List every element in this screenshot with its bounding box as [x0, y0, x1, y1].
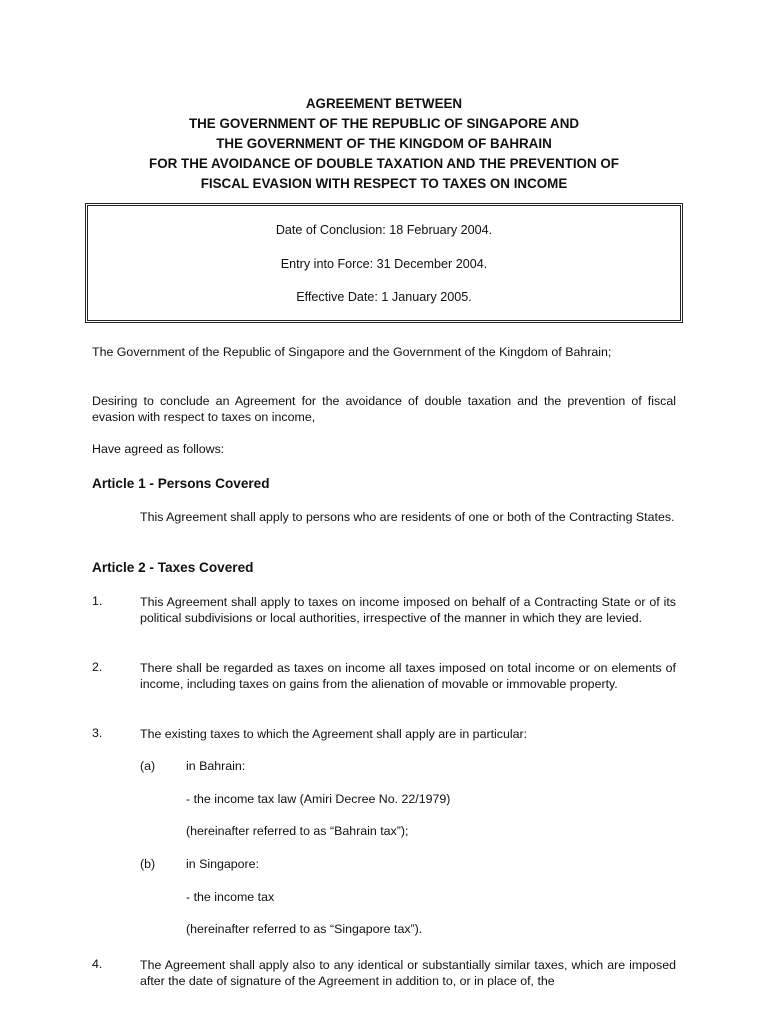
title-line-1: AGREEMENT BETWEEN — [305, 96, 463, 111]
article-2-heading: Article 2 - Taxes Covered — [92, 560, 254, 575]
title-line-2: THE GOVERNMENT OF THE REPUBLIC OF SINGAPORE AND — [188, 116, 580, 131]
effective-date: Effective Date: 1 January 2005. — [296, 290, 472, 304]
preamble-desiring: Desiring to conclude an Agreement for the avoidance of double taxation and the prevention of fiscal evasion with respect to taxes on income, — [92, 394, 676, 425]
item-text-4: The Agreement shall apply also to any identical or substantially similar taxes, which are imposed after the date of signature of the Agreement in addition to, or in place of, the — [140, 958, 676, 989]
sub-b-law: - the income tax — [186, 890, 275, 904]
item-number-3: 3. — [92, 726, 103, 740]
article-1-text: This Agreement shall apply to persons who are residents of one or both of the Contracting States. — [140, 510, 675, 524]
article-1-heading: Article 1 - Persons Covered — [92, 476, 270, 491]
preamble-parties: The Government of the Republic of Singapore and the Government of the Kingdom of Bahrain; — [92, 345, 612, 359]
date-of-conclusion: Date of Conclusion: 18 February 2004. — [275, 223, 493, 237]
item-text-3: The existing taxes to which the Agreement shall apply are in particular: — [140, 727, 528, 741]
sub-b-place: in Singapore: — [186, 857, 260, 871]
item-text-2: There shall be regarded as taxes on income all taxes imposed on total income or on elements of income, including taxes on gains from the alienation of movable or immovable property. — [140, 661, 676, 692]
title-line-4: FOR THE AVOIDANCE OF DOUBLE TAXATION AND THE PREVENTION OF — [149, 156, 619, 171]
item-text-1: This Agreement shall apply to taxes on income imposed on behalf of a Contracting State or of its political subdivisions or local authorities, irrespective of the manner in which they are levied. — [140, 595, 676, 626]
sub-b-ref: (hereinafter referred to as “Singapore tax”). — [186, 922, 423, 936]
sub-a-ref: (hereinafter referred to as “Bahrain tax”); — [186, 824, 409, 838]
title-line-5: FISCAL EVASION WITH RESPECT TO TAXES ON INCOME — [200, 176, 568, 191]
sub-a-place: in Bahrain: — [186, 759, 246, 773]
dates-box — [85, 203, 683, 323]
document-title — [60, 94, 708, 194]
sub-label-b: (b) — [140, 857, 156, 871]
sub-label-a: (a) — [140, 759, 156, 773]
item-number-4: 4. — [92, 957, 103, 971]
title-line-3: THE GOVERNMENT OF THE KINGDOM OF BAHRAIN — [216, 136, 552, 151]
preamble-agreed: Have agreed as follows: — [92, 442, 225, 456]
item-number-1: 1. — [92, 594, 103, 608]
entry-into-force: Entry into Force: 31 December 2004. — [280, 257, 488, 271]
sub-a-law: - the income tax law (Amiri Decree No. 22/1979) — [186, 792, 451, 806]
item-number-2: 2. — [92, 660, 103, 674]
